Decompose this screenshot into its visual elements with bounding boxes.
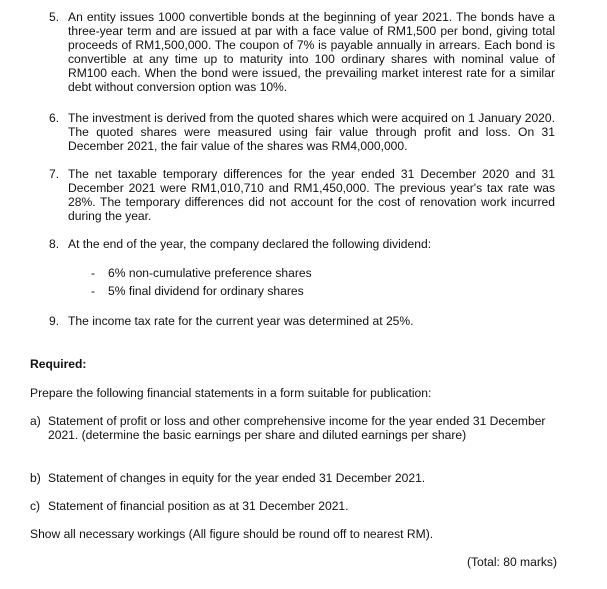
part-letter: c) — [30, 499, 41, 513]
part-text: Statement of financial position as at 31 December 2021. — [48, 499, 349, 513]
required-part-c — [30, 499, 560, 513]
dividend-bullet — [91, 284, 551, 298]
note-text: The investment is derived from the quoted shares which were acquired on 1 January 2020. The quoted shares were measured using fair value through profit and loss. On 31 December 2021, the fair value of the shares was RM4,000,000. — [68, 111, 555, 153]
required-part-b — [30, 471, 560, 485]
note-item-9 — [49, 314, 555, 328]
bullet-dash: - — [91, 284, 96, 298]
note-text: The income tax rate for the current year was determined at 25%. — [68, 314, 414, 328]
note-number: 7. — [49, 167, 60, 181]
total-marks: (Total: 80 marks) — [466, 555, 557, 569]
required-part-a — [30, 414, 560, 442]
note-item-7 — [49, 167, 555, 223]
note-text: An entity issues 1000 convertible bonds at the beginning of year 2021. The bonds have a three-year term and are issued at par with a face value of RM1,500 per bond, giving total proceeds of RM1,500,000. The coupon of 7% is payable annually in arrears. Each bond is convertible at any time up to maturity into 100 ordinary shares with nominal value of RM100 each. When the bond were issued, the prevailing market interest rate for a similar debt without conversion option was 10%. — [68, 10, 555, 94]
note-number: 5. — [49, 10, 60, 24]
note-item-6 — [49, 111, 555, 153]
workings-note: Show all necessary workings (All figure should be round off to nearest RM). — [30, 527, 434, 541]
required-heading: Required: — [30, 357, 87, 371]
part-text: Statement of changes in equity for the year ended 31 December 2021. — [48, 471, 426, 485]
note-text: At the end of the year, the company declared the following dividend: — [68, 237, 432, 251]
dividend-text: 5% final dividend for ordinary shares — [108, 284, 304, 298]
part-letter: b) — [30, 471, 41, 485]
part-letter: a) — [30, 414, 41, 428]
note-number: 8. — [49, 237, 60, 251]
dividend-text: 6% non-cumulative preference shares — [108, 266, 312, 280]
note-number: 6. — [49, 111, 60, 125]
note-item-5 — [49, 10, 555, 94]
required-intro: Prepare the following financial statements in a form suitable for publication: — [30, 386, 432, 400]
note-text: The net taxable temporary differences for the year ended 31 December 2020 and 31 December 2021 were RM1,010,710 and RM1,450,000. The previous year's tax rate was 28%. The temporary differences did not account for the cost of renovation work incurred during the year. — [68, 167, 555, 223]
dividend-bullet — [91, 266, 551, 280]
note-item-8 — [49, 237, 555, 251]
part-text: Statement of profit or loss and other comprehensive income for the year ended 31 December 2021. (determine the basic earnings per share and diluted earnings per share) — [48, 414, 546, 442]
note-number: 9. — [49, 314, 60, 328]
bullet-dash: - — [91, 266, 96, 280]
